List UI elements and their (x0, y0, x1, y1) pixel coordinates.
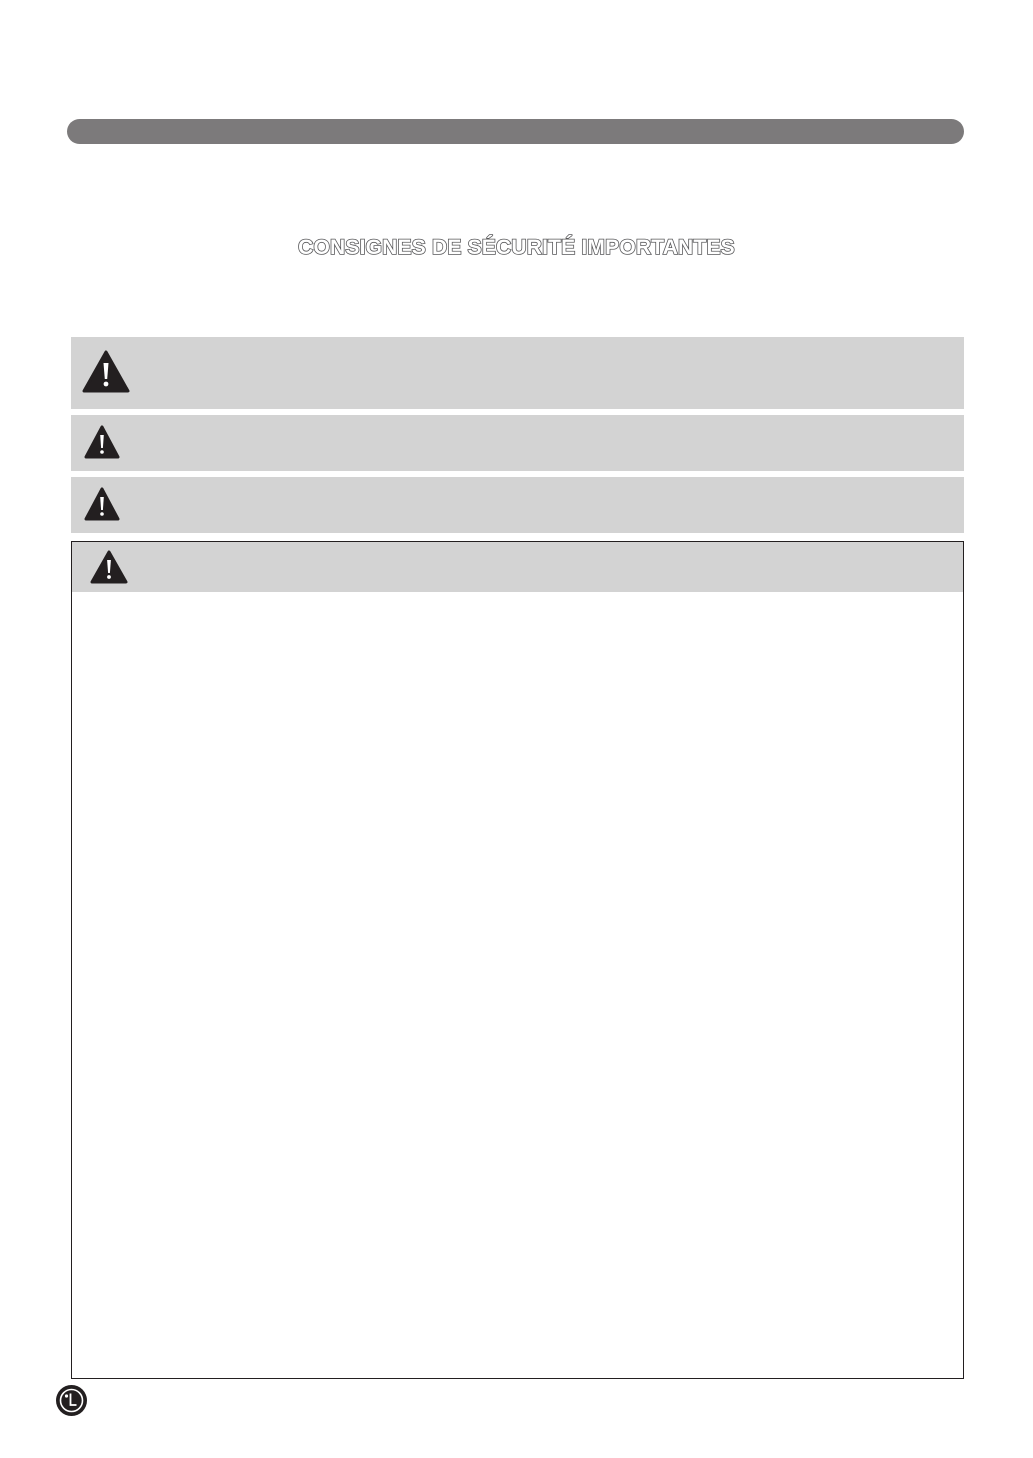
warning-icon (84, 487, 120, 521)
warning-row-warning (71, 415, 964, 471)
page-title: CONSIGNES DE SÉCURITÉ IMPORTANTES (298, 236, 735, 259)
safety-instructions-header (72, 542, 963, 592)
lg-logo-icon (56, 1385, 87, 1416)
top-header-bar (67, 119, 964, 144)
warning-row-danger (71, 337, 964, 409)
warning-icon (82, 350, 130, 393)
warning-icon (90, 550, 128, 584)
safety-instructions-box (71, 541, 964, 1379)
warning-icon (84, 425, 120, 459)
warning-row-caution (71, 477, 964, 533)
